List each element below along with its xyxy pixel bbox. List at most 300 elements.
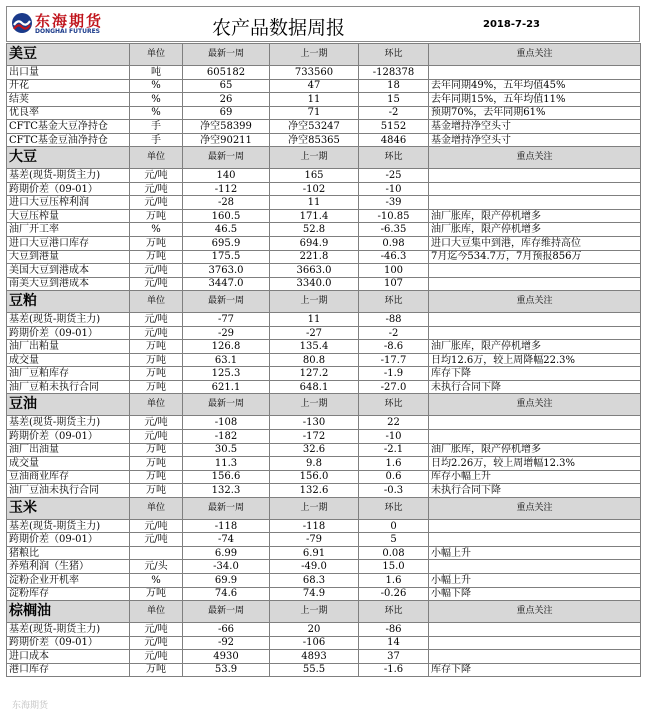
change-value: -10 — [359, 430, 429, 444]
metric-name: 进口大豆港口库存 — [7, 237, 130, 251]
table-row — [7, 650, 641, 664]
watermark: 东海期货 — [12, 701, 49, 711]
table-row — [7, 340, 641, 354]
previous-value: 47 — [270, 79, 359, 93]
table-row — [7, 430, 641, 444]
column-header: 单位 — [130, 497, 183, 519]
previous-value: 11 — [270, 313, 359, 327]
report-date: 2018-7-23 — [483, 19, 541, 30]
column-header: 上一期 — [270, 497, 359, 519]
unit-cell: 元/吨 — [130, 636, 183, 650]
column-header: 重点关注 — [429, 44, 641, 66]
latest-value: -92 — [183, 636, 270, 650]
section-header — [7, 601, 641, 623]
table-row — [7, 106, 641, 120]
notes-cell: 油厂胀库，限产停机增多 — [429, 443, 641, 457]
unit-cell: 万吨 — [130, 484, 183, 498]
previous-value: 55.5 — [270, 663, 359, 677]
metric-name: 基差(现货-期货主力) — [7, 313, 130, 327]
unit-cell: 元/吨 — [130, 416, 183, 430]
previous-value: 80.8 — [270, 353, 359, 367]
metric-name: 大豆压榨量 — [7, 209, 130, 223]
table-row — [7, 277, 641, 291]
table-row — [7, 250, 641, 264]
latest-value: 140 — [183, 169, 270, 183]
column-header: 单位 — [130, 44, 183, 66]
change-value: 5 — [359, 533, 429, 547]
previous-value: 221.8 — [270, 250, 359, 264]
column-header: 重点关注 — [429, 601, 641, 623]
notes-cell: 小幅上升 — [429, 546, 641, 560]
table-row — [7, 587, 641, 601]
latest-value: 125.3 — [183, 367, 270, 381]
metric-name: 大豆到港量 — [7, 250, 130, 264]
latest-value: 695.9 — [183, 237, 270, 251]
table-row — [7, 533, 641, 547]
metric-name: 结荚 — [7, 93, 130, 107]
latest-value: -112 — [183, 182, 270, 196]
previous-value: 11 — [270, 196, 359, 210]
column-header: 环比 — [359, 601, 429, 623]
column-header: 最新一周 — [183, 497, 270, 519]
metric-name: 跨期价差（09-01） — [7, 430, 130, 444]
latest-value: 3447.0 — [183, 277, 270, 291]
unit-cell: % — [130, 106, 183, 120]
change-value: 100 — [359, 264, 429, 278]
metric-name: 成交量 — [7, 457, 130, 471]
change-value: -39 — [359, 196, 429, 210]
metric-name: 养殖利润（生猪） — [7, 560, 130, 574]
previous-value: 20 — [270, 623, 359, 637]
metric-name: 基差(现货-期货主力) — [7, 519, 130, 533]
change-value: -10.85 — [359, 209, 429, 223]
section-title: 大豆 — [7, 147, 130, 169]
donghai-logo-icon — [11, 12, 33, 34]
latest-value: 605182 — [183, 66, 270, 80]
unit-cell: 万吨 — [130, 470, 183, 484]
notes-cell — [429, 66, 641, 80]
notes-cell — [429, 277, 641, 291]
previous-value: -79 — [270, 533, 359, 547]
previous-value: 694.9 — [270, 237, 359, 251]
previous-value: 32.6 — [270, 443, 359, 457]
table-row — [7, 636, 641, 650]
metric-name: 油厂豆油未执行合同 — [7, 484, 130, 498]
unit-cell: % — [130, 573, 183, 587]
change-value: 18 — [359, 79, 429, 93]
table-row — [7, 93, 641, 107]
unit-cell: % — [130, 93, 183, 107]
unit-cell: 元/吨 — [130, 196, 183, 210]
previous-value: -27 — [270, 326, 359, 340]
unit-cell: 元/吨 — [130, 277, 183, 291]
table-row — [7, 79, 641, 93]
previous-value: -49.0 — [270, 560, 359, 574]
notes-cell — [429, 430, 641, 444]
latest-value: -34.0 — [183, 560, 270, 574]
change-value: -88 — [359, 313, 429, 327]
unit-cell: 万吨 — [130, 237, 183, 251]
notes-cell: 去年同期49%，五年均值45% — [429, 79, 641, 93]
previous-value: -172 — [270, 430, 359, 444]
column-header: 重点关注 — [429, 497, 641, 519]
notes-cell — [429, 313, 641, 327]
unit-cell: 元/吨 — [130, 650, 183, 664]
column-header: 单位 — [130, 394, 183, 416]
column-header: 重点关注 — [429, 394, 641, 416]
latest-value: 26 — [183, 93, 270, 107]
change-value: 4846 — [359, 133, 429, 147]
previous-value: 6.91 — [270, 546, 359, 560]
unit-cell: 元/吨 — [130, 169, 183, 183]
company-logo — [11, 10, 104, 38]
table-row — [7, 237, 641, 251]
unit-cell: 元/吨 — [130, 533, 183, 547]
change-value: -86 — [359, 623, 429, 637]
column-header: 环比 — [359, 147, 429, 169]
previous-value: 9.8 — [270, 457, 359, 471]
notes-cell: 油厂胀库，限产停机增多 — [429, 340, 641, 354]
metric-name: 油厂出油量 — [7, 443, 130, 457]
change-value: 15 — [359, 93, 429, 107]
change-value: -25 — [359, 169, 429, 183]
notes-cell — [429, 560, 641, 574]
column-header: 上一期 — [270, 291, 359, 313]
change-value: 0.6 — [359, 470, 429, 484]
unit-cell — [130, 546, 183, 560]
metric-name: 进口成本 — [7, 650, 130, 664]
previous-value: 165 — [270, 169, 359, 183]
change-value: 22 — [359, 416, 429, 430]
latest-value: 净空58399 — [183, 120, 270, 134]
previous-value: -130 — [270, 416, 359, 430]
latest-value: 11.3 — [183, 457, 270, 471]
change-value: -27.0 — [359, 380, 429, 394]
table-row — [7, 367, 641, 381]
latest-value: -74 — [183, 533, 270, 547]
column-header: 环比 — [359, 394, 429, 416]
change-value: 1.6 — [359, 573, 429, 587]
column-header: 最新一周 — [183, 394, 270, 416]
notes-cell: 基金增持净空头寸 — [429, 120, 641, 134]
latest-value: 175.5 — [183, 250, 270, 264]
metric-name: 油厂豆粕库存 — [7, 367, 130, 381]
change-value: -46.3 — [359, 250, 429, 264]
unit-cell: 手 — [130, 133, 183, 147]
metric-name: 跨期价差（09-01） — [7, 182, 130, 196]
previous-value: 74.9 — [270, 587, 359, 601]
previous-value: 52.8 — [270, 223, 359, 237]
metric-name: 成交量 — [7, 353, 130, 367]
table-row — [7, 209, 641, 223]
notes-cell: 日均12.6万，较上周降幅22.3% — [429, 353, 641, 367]
unit-cell: 元/吨 — [130, 182, 183, 196]
previous-value: 11 — [270, 93, 359, 107]
previous-value: -102 — [270, 182, 359, 196]
previous-value: 4893 — [270, 650, 359, 664]
column-header: 重点关注 — [429, 147, 641, 169]
notes-cell — [429, 326, 641, 340]
latest-value: -66 — [183, 623, 270, 637]
section-title: 棕榈油 — [7, 601, 130, 623]
change-value: -1.6 — [359, 663, 429, 677]
column-header: 环比 — [359, 497, 429, 519]
notes-cell: 小幅下降 — [429, 587, 641, 601]
table-row — [7, 133, 641, 147]
change-value: -17.7 — [359, 353, 429, 367]
table-row — [7, 223, 641, 237]
table-row — [7, 313, 641, 327]
notes-cell: 油厂胀库，限产停机增多 — [429, 223, 641, 237]
previous-value: 132.6 — [270, 484, 359, 498]
notes-cell — [429, 182, 641, 196]
notes-cell: 去年同期15%，五年均值11% — [429, 93, 641, 107]
change-value: 1.6 — [359, 457, 429, 471]
notes-cell: 基金增持净空头寸 — [429, 133, 641, 147]
previous-value: 71 — [270, 106, 359, 120]
column-header: 上一期 — [270, 394, 359, 416]
section-header — [7, 497, 641, 519]
previous-value: 3663.0 — [270, 264, 359, 278]
latest-value: 46.5 — [183, 223, 270, 237]
latest-value: -118 — [183, 519, 270, 533]
column-header: 上一期 — [270, 44, 359, 66]
unit-cell: 万吨 — [130, 587, 183, 601]
previous-value: 135.4 — [270, 340, 359, 354]
latest-value: 65 — [183, 79, 270, 93]
change-value: 0 — [359, 519, 429, 533]
notes-cell — [429, 519, 641, 533]
previous-value: 净空53247 — [270, 120, 359, 134]
previous-value: 648.1 — [270, 380, 359, 394]
notes-cell — [429, 264, 641, 278]
change-value: 0.08 — [359, 546, 429, 560]
change-value: -1.9 — [359, 367, 429, 381]
latest-value: 6.99 — [183, 546, 270, 560]
unit-cell: 元/吨 — [130, 313, 183, 327]
table-row — [7, 120, 641, 134]
unit-cell: % — [130, 223, 183, 237]
unit-cell: 万吨 — [130, 209, 183, 223]
column-header: 重点关注 — [429, 291, 641, 313]
change-value: 15.0 — [359, 560, 429, 574]
change-value: -128378 — [359, 66, 429, 80]
metric-name: 港口库存 — [7, 663, 130, 677]
change-value: 14 — [359, 636, 429, 650]
column-header: 单位 — [130, 291, 183, 313]
data-table — [6, 43, 641, 677]
metric-name: 油厂豆粕未执行合同 — [7, 380, 130, 394]
unit-cell: 元/吨 — [130, 519, 183, 533]
table-row — [7, 484, 641, 498]
latest-value: 63.1 — [183, 353, 270, 367]
change-value: 107 — [359, 277, 429, 291]
notes-cell — [429, 169, 641, 183]
previous-value: 3340.0 — [270, 277, 359, 291]
change-value: 37 — [359, 650, 429, 664]
latest-value: -28 — [183, 196, 270, 210]
notes-cell — [429, 416, 641, 430]
previous-value: 733560 — [270, 66, 359, 80]
unit-cell: 万吨 — [130, 367, 183, 381]
logo-text-en: DONGHAI FUTURES — [35, 28, 100, 35]
latest-value: -182 — [183, 430, 270, 444]
change-value: 0.98 — [359, 237, 429, 251]
metric-name: 开花 — [7, 79, 130, 93]
change-value: -8.6 — [359, 340, 429, 354]
metric-name: 淀粉企业开机率 — [7, 573, 130, 587]
change-value: -2 — [359, 106, 429, 120]
notes-cell: 未执行合同下降 — [429, 484, 641, 498]
notes-cell: 库存下降 — [429, 367, 641, 381]
metric-name: 跨期价差（09-01） — [7, 326, 130, 340]
metric-name: 基差(现货-期货主力) — [7, 416, 130, 430]
previous-value: 127.2 — [270, 367, 359, 381]
change-value: -0.26 — [359, 587, 429, 601]
change-value: -6.35 — [359, 223, 429, 237]
latest-value: 132.3 — [183, 484, 270, 498]
metric-name: 基差(现货-期货主力) — [7, 169, 130, 183]
previous-value: 68.3 — [270, 573, 359, 587]
table-row — [7, 623, 641, 637]
latest-value: 156.6 — [183, 470, 270, 484]
section-title: 豆油 — [7, 394, 130, 416]
latest-value: -108 — [183, 416, 270, 430]
unit-cell: 万吨 — [130, 380, 183, 394]
section-header — [7, 394, 641, 416]
previous-value: -106 — [270, 636, 359, 650]
previous-value: 净空85365 — [270, 133, 359, 147]
table-row — [7, 470, 641, 484]
section-title: 美豆 — [7, 44, 130, 66]
unit-cell: 吨 — [130, 66, 183, 80]
section-header — [7, 291, 641, 313]
latest-value: -77 — [183, 313, 270, 327]
metric-name: 淀粉库存 — [7, 587, 130, 601]
unit-cell: 万吨 — [130, 443, 183, 457]
metric-name: 优良率 — [7, 106, 130, 120]
notes-cell: 库存下降 — [429, 663, 641, 677]
metric-name: CFTC基金豆油净持仓 — [7, 133, 130, 147]
unit-cell: 手 — [130, 120, 183, 134]
table-row — [7, 416, 641, 430]
metric-name: 豆油商业库存 — [7, 470, 130, 484]
metric-name: 进口大豆压榨利润 — [7, 196, 130, 210]
unit-cell: 万吨 — [130, 250, 183, 264]
table-row — [7, 573, 641, 587]
page-title: 农产品数据周报 — [212, 17, 346, 39]
table-row — [7, 663, 641, 677]
table-row — [7, 182, 641, 196]
latest-value: 净空90211 — [183, 133, 270, 147]
change-value: -10 — [359, 182, 429, 196]
unit-cell: 万吨 — [130, 663, 183, 677]
latest-value: 621.1 — [183, 380, 270, 394]
previous-value: 156.0 — [270, 470, 359, 484]
table-row — [7, 66, 641, 80]
metric-name: 跨期价差（09-01） — [7, 636, 130, 650]
section-header — [7, 44, 641, 66]
notes-cell: 进口大豆集中到港，库存维持高位 — [429, 237, 641, 251]
metric-name: 南美大豆到港成本 — [7, 277, 130, 291]
table-row — [7, 457, 641, 471]
table-row — [7, 380, 641, 394]
unit-cell: % — [130, 79, 183, 93]
latest-value: -29 — [183, 326, 270, 340]
notes-cell — [429, 636, 641, 650]
report-header — [6, 6, 640, 42]
table-row — [7, 264, 641, 278]
unit-cell: 元/吨 — [130, 264, 183, 278]
latest-value: 126.8 — [183, 340, 270, 354]
section-title: 玉米 — [7, 497, 130, 519]
latest-value: 69 — [183, 106, 270, 120]
column-header: 上一期 — [270, 147, 359, 169]
unit-cell: 元/吨 — [130, 430, 183, 444]
previous-value: 171.4 — [270, 209, 359, 223]
change-value: -2 — [359, 326, 429, 340]
latest-value: 30.5 — [183, 443, 270, 457]
metric-name: 基差(现货-期货主力) — [7, 623, 130, 637]
column-header: 环比 — [359, 291, 429, 313]
table-row — [7, 169, 641, 183]
latest-value: 4930 — [183, 650, 270, 664]
column-header: 单位 — [130, 601, 183, 623]
change-value: -0.3 — [359, 484, 429, 498]
column-header: 单位 — [130, 147, 183, 169]
section-header — [7, 147, 641, 169]
latest-value: 3763.0 — [183, 264, 270, 278]
unit-cell: 万吨 — [130, 353, 183, 367]
unit-cell: 万吨 — [130, 340, 183, 354]
column-header: 上一期 — [270, 601, 359, 623]
table-row — [7, 326, 641, 340]
table-row — [7, 353, 641, 367]
column-header: 最新一周 — [183, 44, 270, 66]
table-row — [7, 196, 641, 210]
column-header: 最新一周 — [183, 147, 270, 169]
latest-value: 74.6 — [183, 587, 270, 601]
table-row — [7, 546, 641, 560]
column-header: 环比 — [359, 44, 429, 66]
latest-value: 69.9 — [183, 573, 270, 587]
column-header: 最新一周 — [183, 291, 270, 313]
metric-name: 美国大豆到港成本 — [7, 264, 130, 278]
latest-value: 53.9 — [183, 663, 270, 677]
unit-cell: 元/头 — [130, 560, 183, 574]
table-row — [7, 519, 641, 533]
latest-value: 160.5 — [183, 209, 270, 223]
notes-cell — [429, 196, 641, 210]
column-header: 最新一周 — [183, 601, 270, 623]
notes-cell — [429, 650, 641, 664]
notes-cell: 日均2.26万，较上周增幅12.3% — [429, 457, 641, 471]
unit-cell: 元/吨 — [130, 623, 183, 637]
notes-cell: 7月迄今534.7万，7月预报856万 — [429, 250, 641, 264]
section-title: 豆粕 — [7, 291, 130, 313]
notes-cell: 库存小幅上升 — [429, 470, 641, 484]
metric-name: 油厂开工率 — [7, 223, 130, 237]
notes-cell — [429, 533, 641, 547]
notes-cell: 小幅上升 — [429, 573, 641, 587]
change-value: 5152 — [359, 120, 429, 134]
metric-name: CFTC基金大豆净持仓 — [7, 120, 130, 134]
notes-cell — [429, 623, 641, 637]
unit-cell: 元/吨 — [130, 326, 183, 340]
metric-name: 猪粮比 — [7, 546, 130, 560]
logo-text-cn: 东海期货 — [35, 12, 104, 30]
notes-cell: 预期70%，去年同期61% — [429, 106, 641, 120]
